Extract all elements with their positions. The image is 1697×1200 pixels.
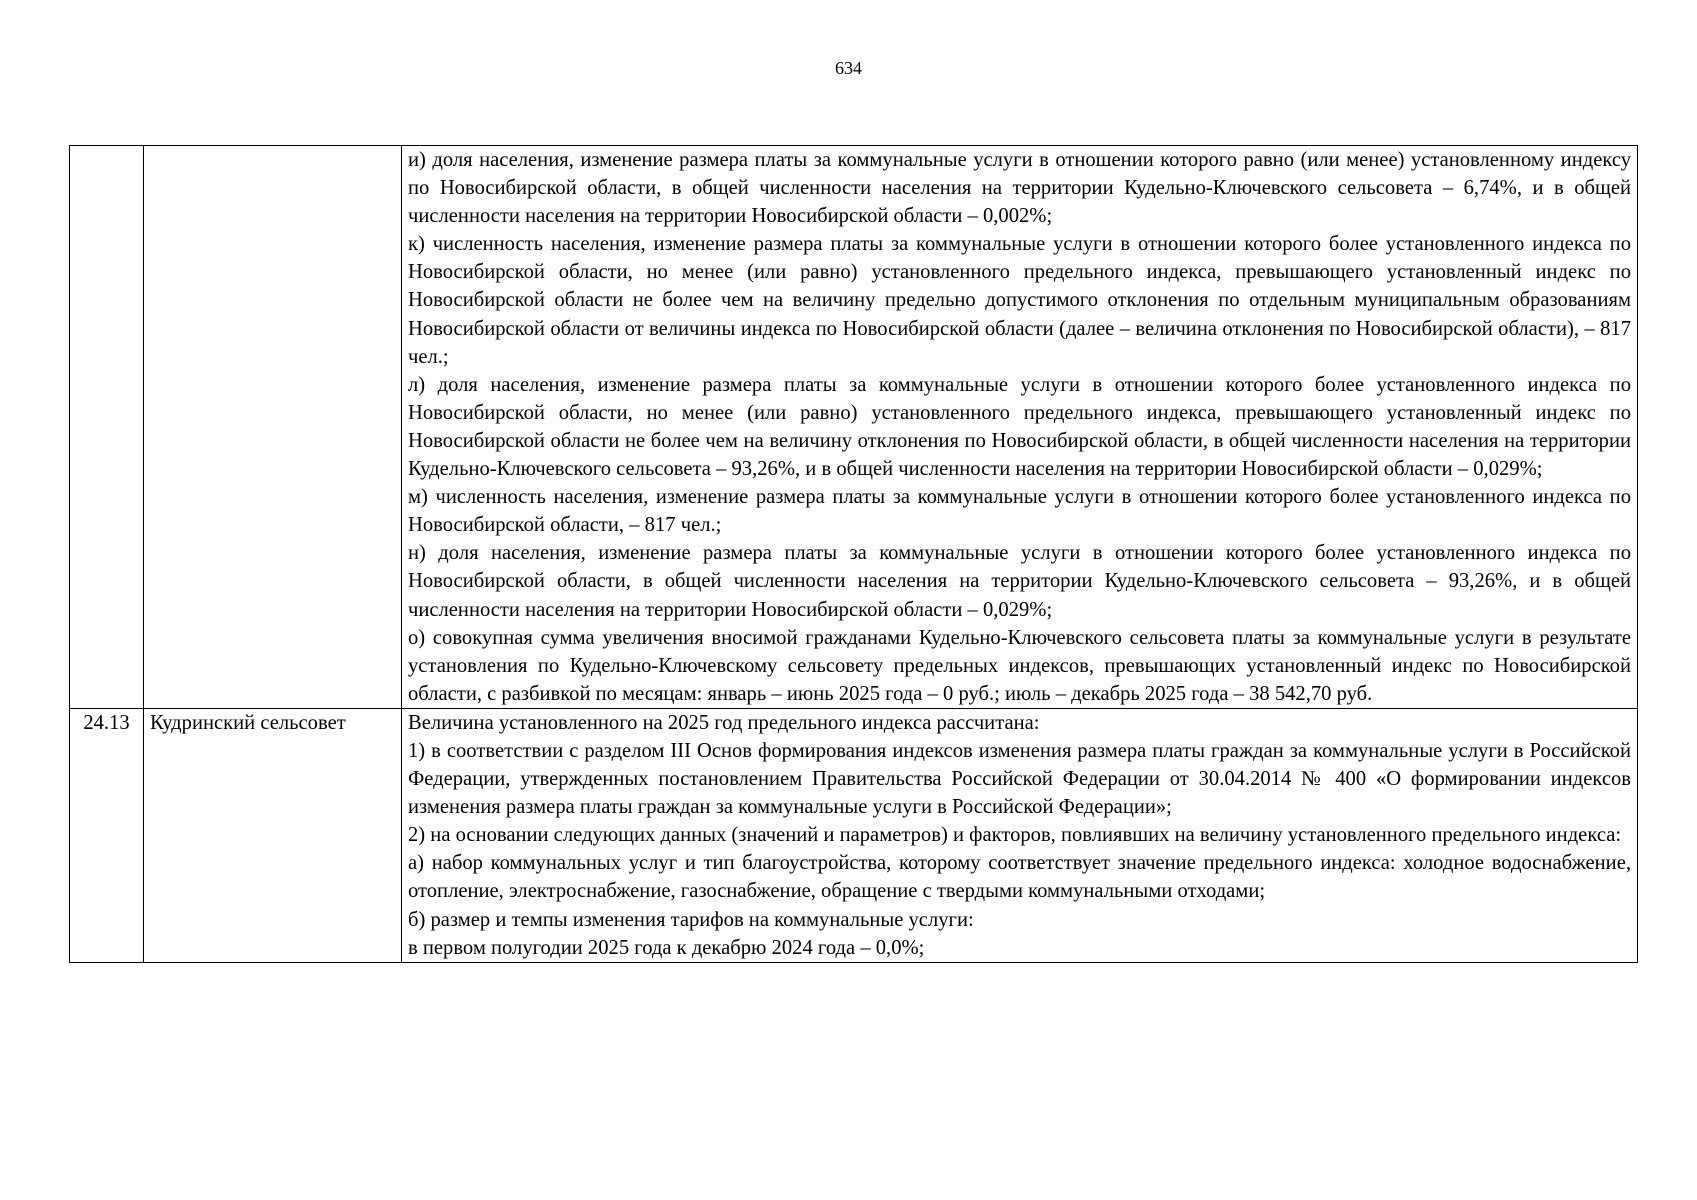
municipal-index-table xyxy=(69,145,1638,963)
paragraph-2: 2) на основании следующих данных (значений и параметров) и факторов, повлиявших на величину установленного предельного индекса: xyxy=(408,824,1622,847)
table-row xyxy=(70,146,1638,709)
table-row xyxy=(70,708,1638,962)
paragraph-a: а) набор коммунальных услуг и тип благоустройства, которому соответствует значение предельного индекса: холодное водоснабжение, отопление, электроснабжение, газоснабжение, обращение с твердыми коммунальными отходами; xyxy=(408,852,1631,903)
paragraph-o: о) совокупная сумма увеличения вносимой гражданами Кудельно-Ключевского сельсовета платы за коммунальные услуги в результате установления по Кудельно-Ключевскому сельсовету предельных индексов, превышающих установленный индекс по Новосибирской области, с разбивкой по месяцам: январь – июнь 2025 года – 0 руб.; июль – декабрь 2025 года – 38 542,70 руб. xyxy=(408,626,1631,705)
row-number-cell: 24.13 xyxy=(70,708,144,962)
paragraph-b: б) размер и темпы изменения тарифов на коммунальные услуги: xyxy=(408,908,974,931)
row-number-cell xyxy=(70,146,144,709)
paragraph-m: м) численность населения, изменение размера платы за коммунальные услуги в отношении которого более установленного индекса по Новосибирской области, – 817 чел.; xyxy=(408,486,1631,537)
municipality-name-cell xyxy=(144,146,402,709)
description-cell xyxy=(402,708,1638,962)
municipality-name-cell: Кудринский сельсовет xyxy=(144,708,402,962)
paragraph-k: к) численность населения, изменение размера платы за коммунальные услуги в отношении которого более установленного индекса по Новосибирской области, но менее (или равно) установленного предельного индекса, превышающего установленный индекс по Новосибирской области не более чем на величину предельно допустимого отклонения по отдельным муниципальным образованиям Новосибирской области от величины индекса по Новосибирской области (далее – величина отклонения по Новосибирской области), – 817 чел.; xyxy=(408,233,1631,368)
paragraph-intro: Величина установленного на 2025 год предельного индекса рассчитана: xyxy=(408,711,1040,734)
page-number: 634 xyxy=(835,58,862,78)
paragraph-1: 1) в соответствии с разделом III Основ формирования индексов изменения размера платы граждан за коммунальные услуги в Российской Федерации, утвержденных постановлением Правительства Российской Федерации от 30.04.2014 № 400 «О формировании индексов изменения размера платы граждан за коммунальные услуги в Российской Федерации»; xyxy=(408,739,1631,819)
paragraph-l: л) доля населения, изменение размера платы за коммунальные услуги в отношении которого более установленного индекса по Новосибирской области, но менее (или равно) установленного предельного индекса, превышающего установленный индекс по Новосибирской области не более чем на величину отклонения по Новосибирской области, в общей численности населения на территории Кудельно-Ключевского сельсовета – 93,26%, и в общей численности населения на территории Новосибирской области – 0,029%; xyxy=(408,373,1631,481)
description-cell xyxy=(402,146,1638,709)
paragraph-first-half-2025: в первом полугодии 2025 года к декабрю 2024 года – 0,0%; xyxy=(408,936,925,959)
paragraph-n: н) доля населения, изменение размера платы за коммунальные услуги в отношении которого более установленного индекса по Новосибирской области, в общей численности населения на территории Кудельно-Ключевского сельсовета – 93,26%, и в общей численности населения на территории Новосибирской области – 0,029%; xyxy=(408,542,1631,621)
paragraph-i: и) доля населения, изменение размера платы за коммунальные услуги в отношении которого равно (или менее) установленному индексу по Новосибирской области, в общей численности населения на территории Кудельно-Ключевского сельсовета – 6,74%, и в общей численности населения на территории Новосибирской области – 0,002%; xyxy=(408,149,1631,228)
